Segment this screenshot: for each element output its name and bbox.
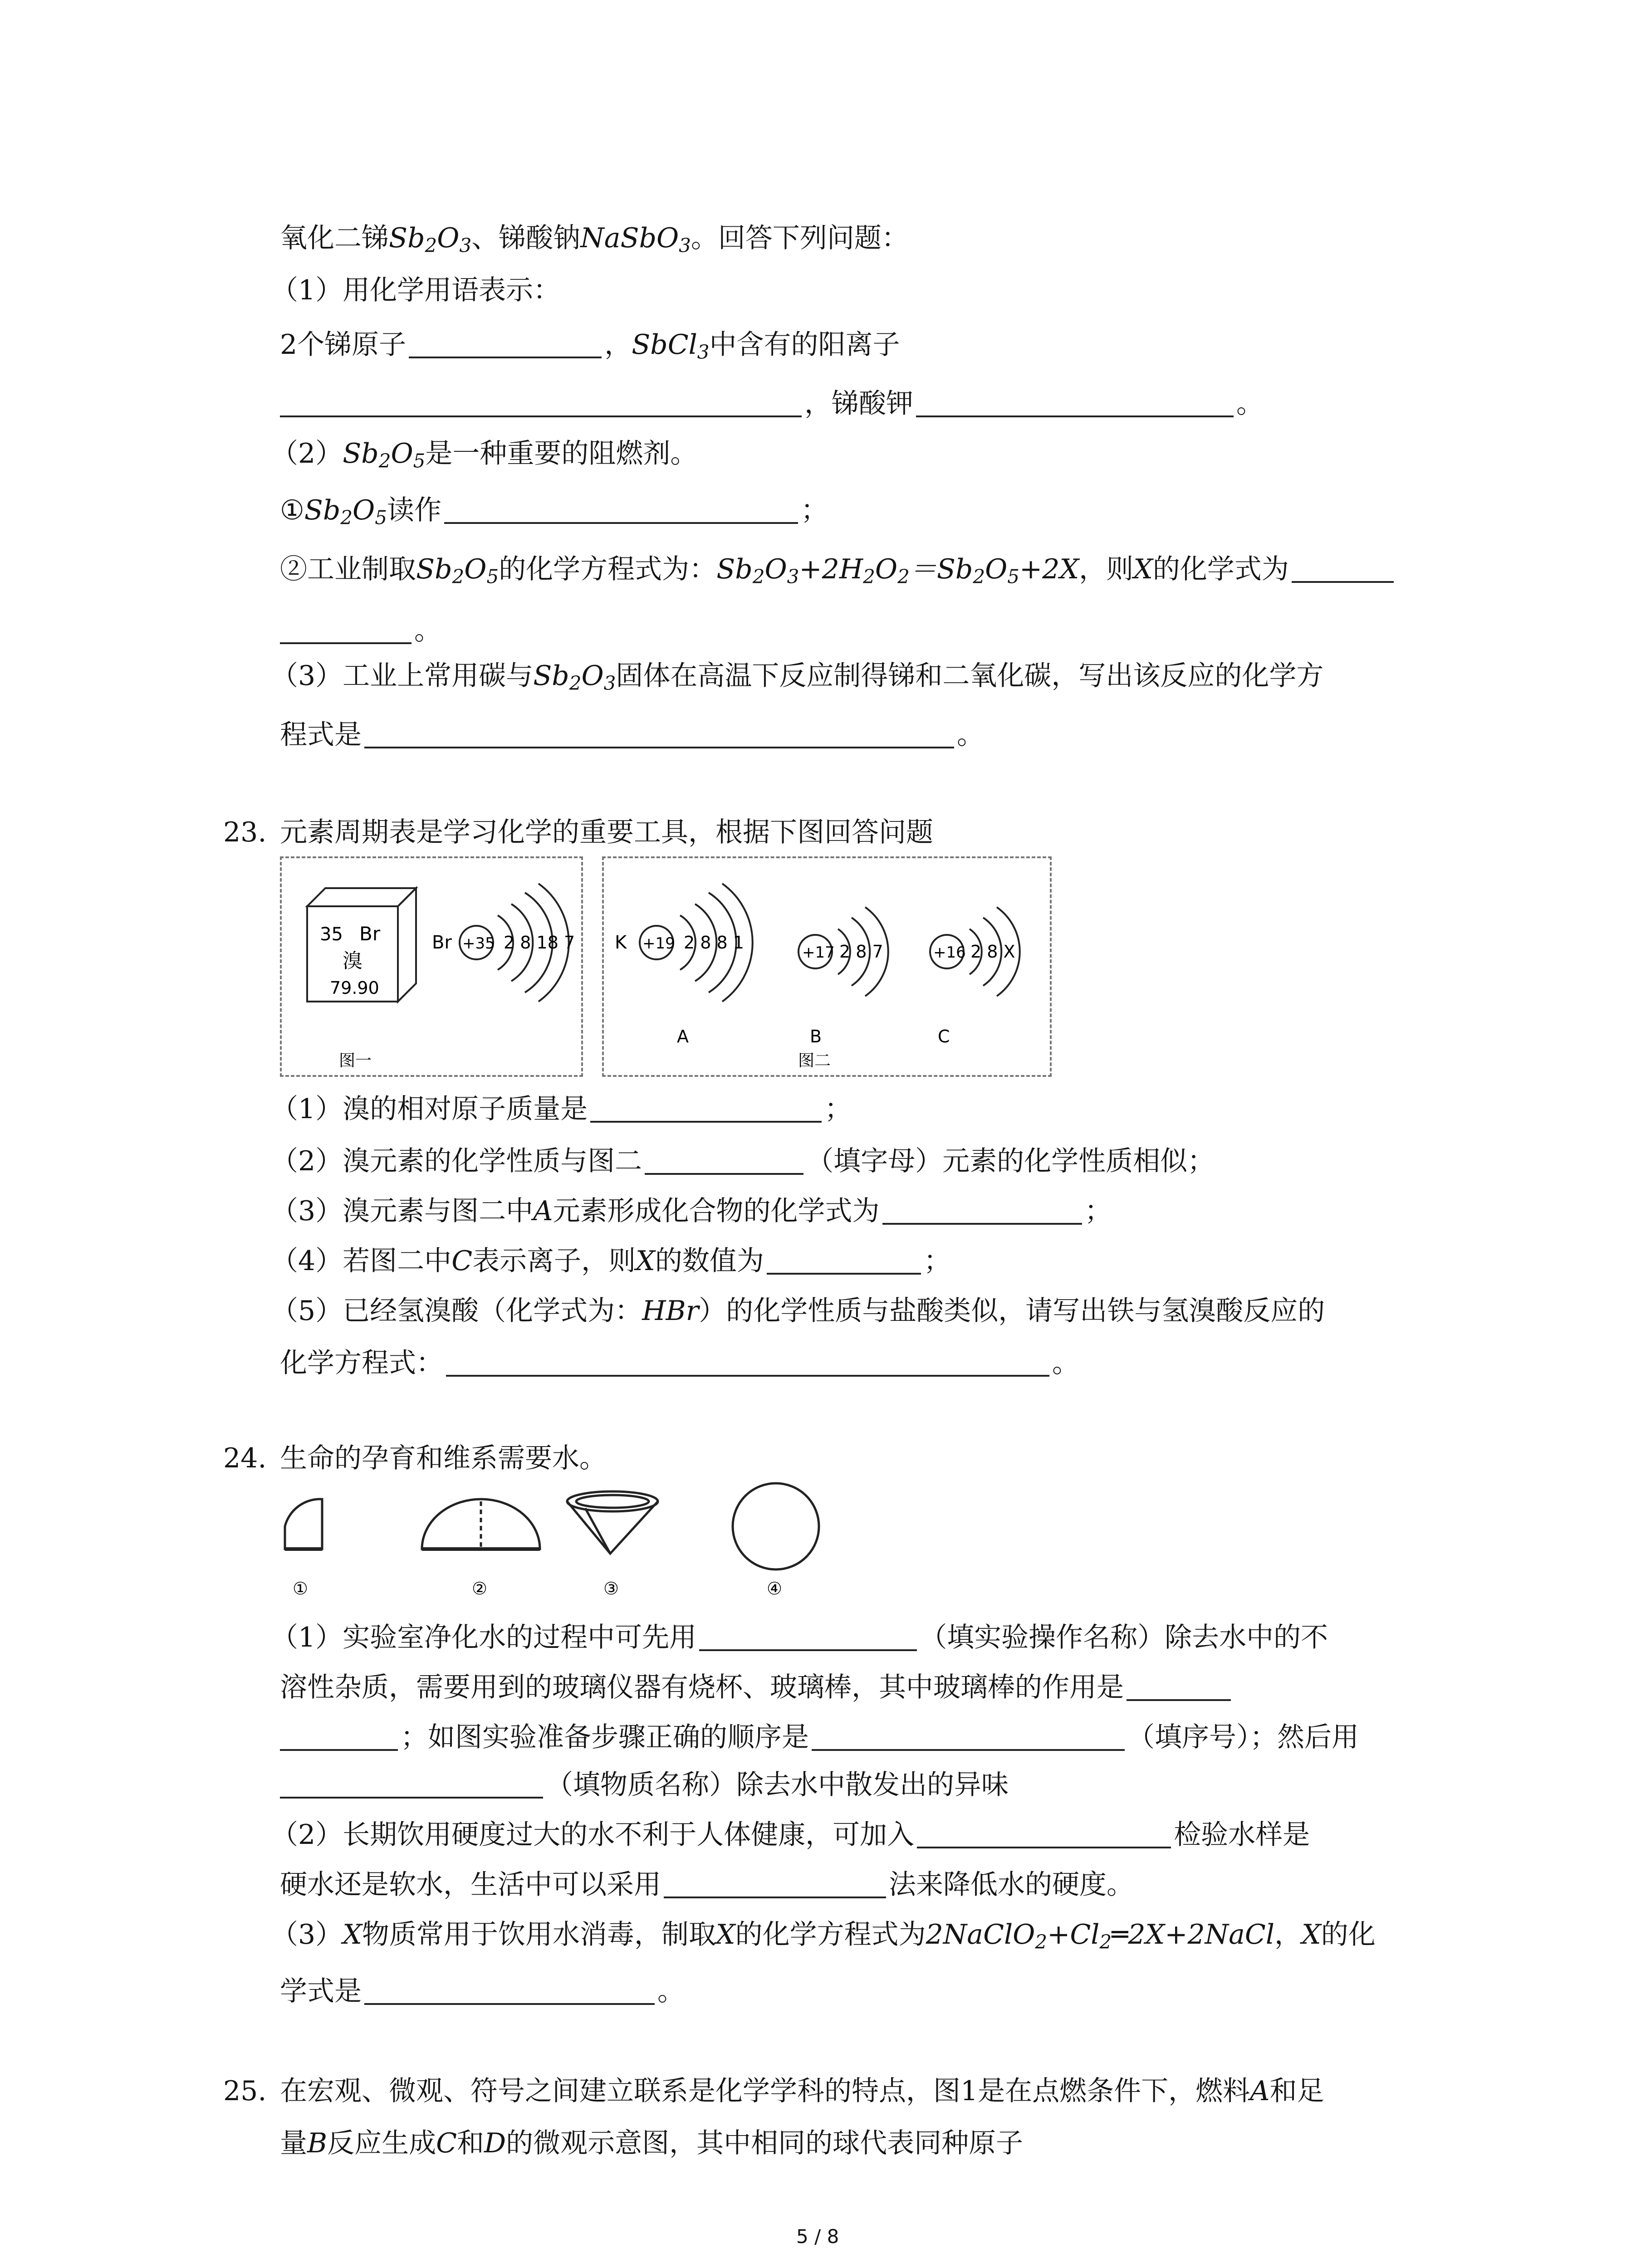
svg-text:③: ③ <box>603 1579 619 1598</box>
figure-1 <box>280 856 583 1077</box>
q23-sub3: （3）溴元素与图二中A元素形成化合物的化学式为 ； <box>271 1195 1112 1227</box>
q24-sub1-line2: 溶性杂质，需要用到的玻璃仪器有烧杯、玻璃棒，其中玻璃棒的作用是 <box>280 1674 1234 1701</box>
answer-blank[interactable] <box>280 1749 398 1751</box>
half-fold-icon <box>422 1499 540 1549</box>
svg-text:图二: 图二 <box>798 1051 831 1070</box>
q22-part3-line2: 程式是 。 <box>280 719 984 751</box>
filter-paper-figure <box>272 1481 839 1608</box>
answer-blank[interactable] <box>645 1173 803 1175</box>
answer-blank[interactable] <box>882 1223 1082 1225</box>
answer-blank[interactable] <box>280 415 802 417</box>
q23-title: 23. 元素周期表是学习化学的重要工具，根据下图回答问题 <box>223 816 933 848</box>
q22-sub2-cont: 。 <box>280 617 441 644</box>
svg-text:79.90: 79.90 <box>330 978 379 998</box>
q22-part1-line1: 2个锑原子 ，SbCl$_3$中含有的阳离子 <box>280 329 900 363</box>
answer-blank[interactable] <box>444 522 798 524</box>
filter-paper-circle-icon <box>733 1483 819 1569</box>
q24-title: 24. 生命的孕育和维系需要水。 <box>223 1442 607 1474</box>
q22-part1-heading: （1）用化学用语表示： <box>271 274 561 306</box>
q24-sub1-line4: （填物质名称）除去水中散发出的异味 <box>280 1771 1009 1799</box>
quarter-fold-icon <box>285 1499 322 1549</box>
svg-text:2 8 8 1: 2 8 8 1 <box>684 933 744 953</box>
svg-text:A: A <box>677 1026 689 1046</box>
formula-sbcl3: SbCl$_3$ <box>632 329 710 363</box>
svg-text:2 8 7: 2 8 7 <box>839 942 883 962</box>
svg-text:C: C <box>938 1026 950 1046</box>
svg-text:+19: +19 <box>642 934 675 953</box>
formula-sb2o5: $Sb_2O_5$ <box>304 494 387 529</box>
q24-sub3-line1: （3）X物质常用于饮用水消毒，制取X的化学方程式为$2NaClO_2+Cl_2═2X+2NaCl$，X的化 <box>271 1919 1376 1953</box>
svg-text:①: ① <box>293 1579 309 1598</box>
q23-sub4: （4）若图二中C表示离子，则X的数值为 ； <box>271 1245 951 1277</box>
answer-blank[interactable] <box>364 2003 655 2005</box>
q25-line2: 量B反应生成C和D的微观示意图，其中相同的球代表同种原子 <box>280 2127 1024 2159</box>
svg-text:Br: Br <box>359 923 381 945</box>
answer-blank[interactable] <box>916 415 1234 417</box>
answer-blank[interactable] <box>364 747 954 748</box>
q24-sub2-line2: 硬水还是软水，生活中可以采用 法来降低水的硬度。 <box>280 1869 1134 1901</box>
equation: $Sb_2O_3+2H_2O_2=Sb_2O_5+2X$ <box>716 553 1079 588</box>
svg-text:②: ② <box>472 1579 488 1598</box>
q24-sub1-line1: （1）实验室净化水的过程中可先用 （填实验操作名称）除去水中的不 <box>271 1622 1328 1653</box>
answer-blank[interactable] <box>812 1749 1125 1751</box>
answer-blank[interactable] <box>1127 1699 1231 1701</box>
figure-2 <box>602 856 1052 1077</box>
svg-text:B: B <box>810 1026 822 1046</box>
svg-text:2 8 X: 2 8 X <box>970 942 1015 962</box>
svg-text:图一: 图一 <box>339 1051 372 1070</box>
answer-blank[interactable] <box>664 1897 886 1898</box>
q24-sub3-line2: 学式是 。 <box>280 1975 685 2007</box>
page-number: 5 / 8 <box>796 2225 839 2248</box>
q22-part3-line1: （3）工业上常用碳与$Sb_2O_3$固体在高温下反应制得锑和二氧化碳，写出该反应的化学方 <box>271 660 1324 694</box>
answer-blank[interactable] <box>767 1273 921 1275</box>
svg-text:④: ④ <box>767 1579 783 1598</box>
q23-sub5-line2: 化学方程式： 。 <box>280 1347 1079 1379</box>
formula-sb2o5: $Sb_2O_5$ <box>343 438 426 472</box>
svg-text:+35: +35 <box>462 934 495 953</box>
equation: $2NaClO_2+Cl_2═2X+2NaCl$ <box>926 1919 1275 1953</box>
answer-blank[interactable] <box>699 1649 917 1651</box>
svg-text:Br: Br <box>432 932 452 953</box>
q22-intro-line: 氧化二锑$Sb_2O_3$、锑酸钠NaSbO$_3$。回答下列问题： <box>280 222 909 257</box>
svg-text:35: 35 <box>320 924 343 945</box>
q23-sub2: （2）溴元素的化学性质与图二 （填字母）元素的化学性质相似； <box>271 1145 1215 1177</box>
q24-sub1-line3: ；如图实验准备步骤正确的顺序是 （填序号）；然后用 <box>280 1724 1359 1751</box>
q23-sub1: （1）溴的相对原子质量是 ； <box>271 1093 852 1125</box>
answer-blank[interactable] <box>590 1121 822 1123</box>
answer-blank[interactable] <box>1292 581 1394 583</box>
answer-blank[interactable] <box>446 1375 1049 1377</box>
q22-part1-line2: ，锑酸钾 。 <box>280 390 1264 417</box>
q23-sub5-line1: （5）已经氢溴酸（化学式为：HBr）的化学性质与盐酸类似，请写出铁与氢溴酸反应的 <box>271 1295 1325 1327</box>
q22-part2-heading: $(2)Sb_2O_5$是一种重要的阻燃剂。 <box>271 438 698 472</box>
svg-text:+17: +17 <box>802 943 835 962</box>
answer-blank[interactable] <box>280 642 411 644</box>
answer-blank[interactable] <box>409 357 602 358</box>
formula-nasbo3: NaSbO$_3$ <box>580 222 691 257</box>
q25-line1: 25. 在宏观、微观、符号之间建立联系是化学学科的特点，图1是在点燃条件下，燃料A和足 <box>223 2075 1324 2107</box>
answer-blank[interactable] <box>917 1847 1171 1848</box>
q22-sub2: ②工业制取$Sb_2O_5$的化学方程式为：$Sb_2O_3+2H_2O_2=Sb_2O_5+2X$，则X的化学式为 <box>280 556 1396 583</box>
svg-text:2 8 18 7: 2 8 18 7 <box>504 933 575 953</box>
q24-sub2-line1: （2）长期饮用硬度过大的水不利于人体健康，可加入 检验水样是 <box>271 1819 1310 1851</box>
q22-sub1: $①Sb_2O_5$读作 ； <box>280 494 828 529</box>
answer-blank[interactable] <box>280 1797 543 1799</box>
cone-fold-icon <box>567 1491 658 1554</box>
svg-text:K: K <box>615 932 627 953</box>
svg-text:溴: 溴 <box>343 949 362 973</box>
svg-text:+16: +16 <box>933 943 966 962</box>
formula-sb2o3: $Sb_2O_3$ <box>389 222 472 257</box>
